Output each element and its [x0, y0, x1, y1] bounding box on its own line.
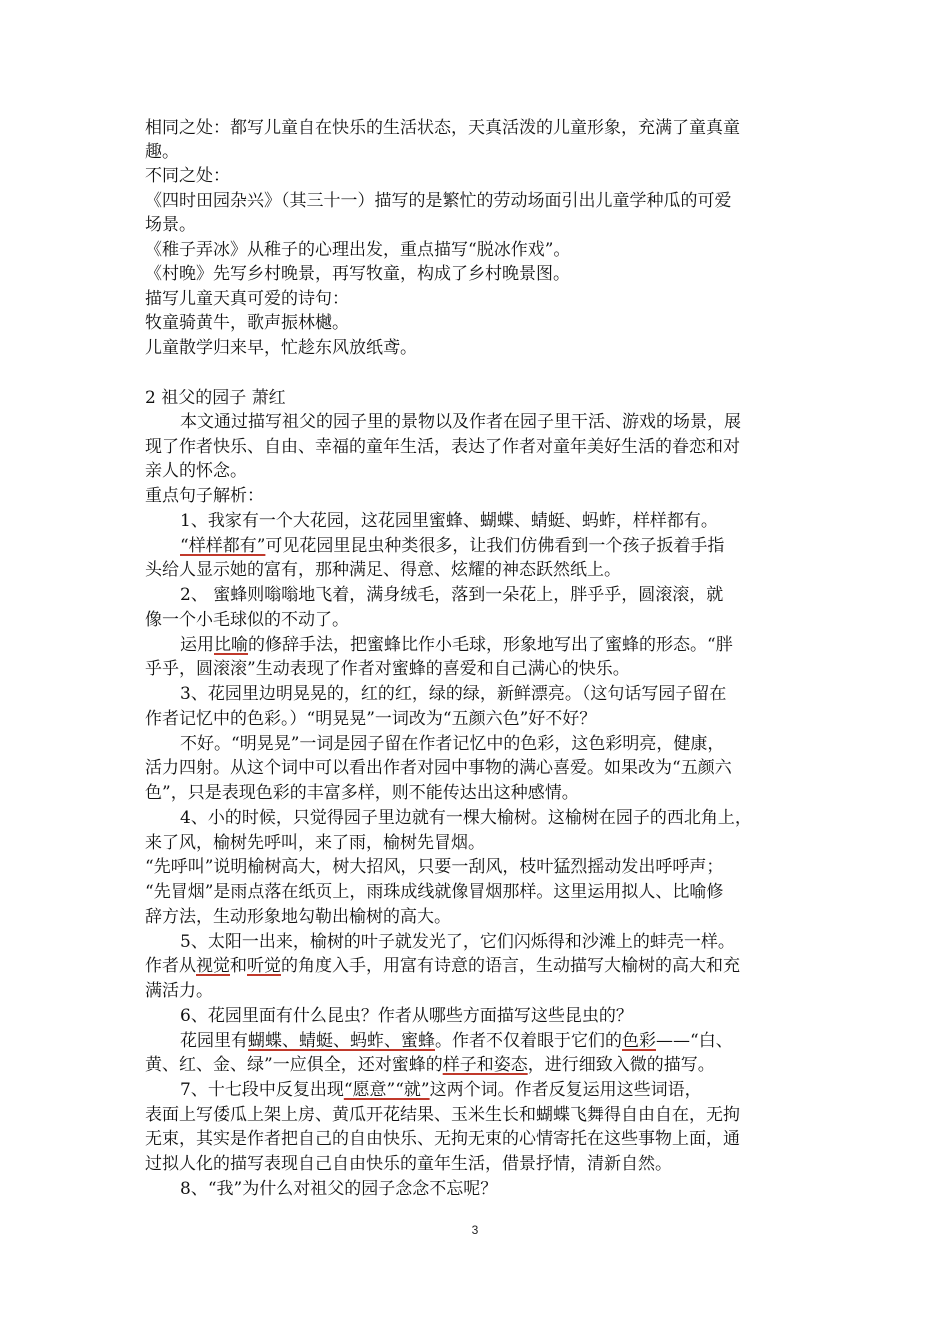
- text-line: 黄、红、金、绿”一应俱全，还对蜜蜂的样子和姿态，进行细致入微的描写。: [145, 1055, 715, 1075]
- text-line: 《稚子弄冰》从稚子的心理出发，重点描写“脱冰作戏”。: [145, 240, 571, 260]
- text-line: 本文通过描写祖父的园子里的景物以及作者在园子里干活、游戏的场景，展: [180, 412, 741, 432]
- underlined-phrase: 样子和姿态: [442, 1055, 528, 1075]
- text-line: 4、小的时候，只觉得园子里边就有一棵大榆树。这榆树在园子的西北角上，: [180, 808, 752, 828]
- text-line: 8、“我”为什么对祖父的园子念念不忘呢？: [180, 1179, 498, 1199]
- underlined-phrase: “样样都有”: [180, 536, 266, 556]
- text-line: 牧童骑黄牛，歌声振林樾。: [145, 313, 349, 333]
- text-line: 过拟人化的描写表现自己自由快乐的童年生活，借景抒情，清新自然。: [145, 1154, 672, 1174]
- text-line: 7、十七段中反复出现“愿意”“就”这两个词。作者反复运用这些词语，: [180, 1080, 702, 1100]
- text-line: 描写儿童天真可爱的诗句：: [145, 289, 349, 309]
- text-line: 相同之处：都写儿童自在快乐的生活状态，天真活泼的儿童形象，充满了童真童: [145, 118, 740, 138]
- text-line: 《四时田园杂兴》（其三十一）描写的是繁忙的劳动场面引出儿童学种瓜的可爱: [145, 191, 732, 211]
- text-line: 重点句子解析：: [145, 486, 264, 506]
- underlined-phrase: 听觉: [247, 956, 281, 976]
- text-line: 活力四射。从这个词中可以看出作者对园中事物的满心喜爱。如果改为“五颜六: [145, 758, 732, 778]
- text-line: 6、花园里面有什么昆虫？作者从哪些方面描写这些昆虫的？: [180, 1006, 633, 1026]
- text-line: 来了风，榆树先呼叫，来了雨，榆树先冒烟。: [145, 833, 485, 853]
- text-line: 场景。: [145, 215, 196, 235]
- underlined-phrase: 比喻: [214, 635, 248, 655]
- text-line: 2、 蜜蜂则嗡嗡地飞着，满身绒毛，落到一朵花上，胖乎乎，圆滚滚，就: [180, 585, 724, 605]
- text-line: 乎乎，圆滚滚”生动表现了作者对蜜蜂的喜爱和自己满心的快乐。: [145, 659, 630, 679]
- text-line: 现了作者快乐、自由、幸福的童年生活，表达了作者对童年美好生活的眷恋和对: [145, 437, 740, 457]
- text-line: 辞方法，生动形象地勾勒出榆树的高大。: [145, 907, 451, 927]
- text-line: “样样都有”可见花园里昆虫种类很多，让我们仿佛看到一个孩子扳着手指: [180, 536, 725, 556]
- section-heading: 2 祖父的园子 萧红: [145, 388, 286, 408]
- text-line: “先冒烟”是雨点落在纸页上，雨珠成线就像冒烟那样。这里运用拟人、比喻修: [145, 882, 724, 902]
- text-line: 表面上写倭瓜上架上房、黄瓜开花结果、玉米生长和蝴蝶飞舞得自由自在，无拘: [145, 1105, 740, 1125]
- text-line: 色”，只是表现色彩的丰富多样，则不能传达出这种感情。: [145, 783, 579, 803]
- text-line: 作者从视觉和听觉的角度入手，用富有诗意的语言，生动描写大榆树的高大和充: [145, 956, 740, 976]
- text-line: 无束，其实是作者把自己的自由快乐、无拘无束的心情寄托在这些事物上面，通: [145, 1129, 740, 1149]
- text-line: 5、太阳一出来，榆树的叶子就发光了，它们闪烁得和沙滩上的蚌壳一样。: [180, 932, 735, 952]
- text-line: 《村晚》先写乡村晚景，再写牧童，构成了乡村晚景图。: [145, 264, 570, 284]
- text-line: 作者记忆中的色彩。）“明晃晃”一词改为“五颜六色”好不好？: [145, 709, 597, 729]
- underlined-phrase: 色彩: [622, 1031, 656, 1051]
- underlined-phrase: 蝴蝶、蜻蜓、蚂蚱、蜜蜂: [248, 1031, 435, 1051]
- text-line: “先呼叫”说明榆树高大，树大招风，只要一刮风，枝叶猛烈摇动发出呼呼声；: [145, 857, 724, 877]
- text-line: 3、花园里边明晃晃的，红的红，绿的绿，新鲜漂亮。（这句话写园子留在: [180, 684, 727, 704]
- text-line: 满活力。: [145, 981, 213, 1001]
- text-line: 头给人显示她的富有，那种满足、得意、炫耀的神态跃然纸上。: [145, 560, 621, 580]
- underlined-phrase: “愿意”“就”: [343, 1080, 430, 1100]
- text-line: 1、我家有一个大花园，这花园里蜜蜂、蝴蝶、蜻蜓、蚂蚱，样样都有。: [180, 511, 718, 531]
- text-line: 不好。“明晃晃”一词是园子留在作者记忆中的色彩，这色彩明亮，健康，: [180, 734, 725, 754]
- text-line: 趣。: [145, 142, 179, 162]
- text-line: 像一个小毛球似的不动了。: [145, 610, 349, 630]
- underlined-phrase: 视觉: [196, 956, 230, 976]
- text-line: 亲人的怀念。: [145, 461, 247, 481]
- text-line: 花园里有蝴蝶、蜻蜓、蚂蚱、蜜蜂。作者不仅着眼于它们的色彩——“白、: [180, 1031, 733, 1051]
- page-number: 3: [471, 1223, 479, 1237]
- text-line: 不同之处：: [145, 166, 230, 186]
- text-line: 儿童散学归来早，忙趁东风放纸鸢。: [145, 338, 417, 358]
- text-line: 运用比喻的修辞手法，把蜜蜂比作小毛球，形象地写出了蜜蜂的形态。“胖: [180, 635, 733, 655]
